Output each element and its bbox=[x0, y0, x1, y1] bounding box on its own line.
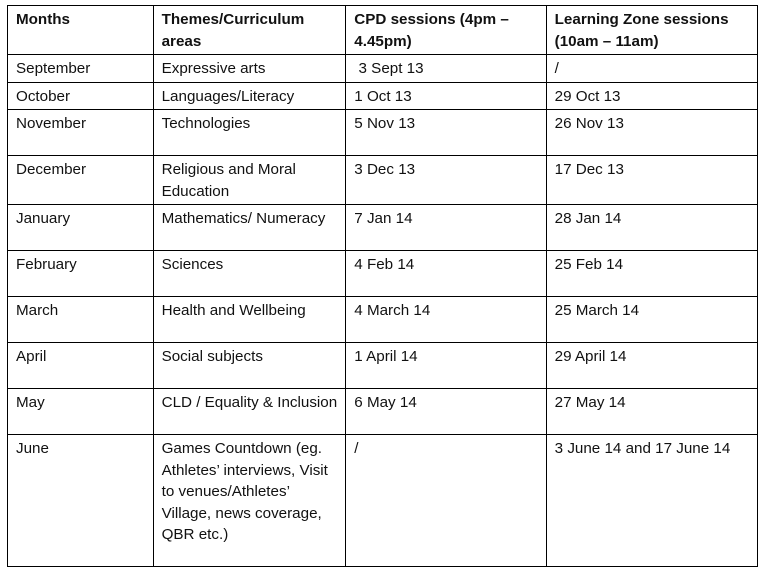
cell-cpd: 3 Dec 13 bbox=[346, 156, 546, 205]
table-row bbox=[8, 82, 758, 110]
header-cpd-sessions: CPD sessions (4pm – 4.45pm) bbox=[346, 6, 546, 55]
cell-theme: Social subjects bbox=[153, 343, 346, 389]
cell-month: April bbox=[8, 343, 154, 389]
cell-theme: Sciences bbox=[153, 251, 346, 297]
cell-theme: Expressive arts bbox=[153, 55, 346, 83]
cell-month: December bbox=[8, 156, 154, 205]
table-row bbox=[8, 55, 758, 83]
cell-month: January bbox=[8, 205, 154, 251]
cell-learning-zone: 25 March 14 bbox=[546, 297, 757, 343]
cell-month: November bbox=[8, 110, 154, 156]
table-row bbox=[8, 205, 758, 251]
cell-cpd: / bbox=[346, 435, 546, 567]
cell-learning-zone: 29 Oct 13 bbox=[546, 82, 757, 110]
cell-theme: Games Countdown (eg. Athletes’ interviews, Visit to venues/Athletes’ Village, news coverage, QBR etc.) bbox=[153, 435, 346, 567]
cell-learning-zone: 28 Jan 14 bbox=[546, 205, 757, 251]
cell-learning-zone: 27 May 14 bbox=[546, 389, 757, 435]
cell-learning-zone: 29 April 14 bbox=[546, 343, 757, 389]
cell-month: June bbox=[8, 435, 154, 567]
table-row bbox=[8, 110, 758, 156]
cell-cpd: 1 April 14 bbox=[346, 343, 546, 389]
cell-cpd: 7 Jan 14 bbox=[346, 205, 546, 251]
cell-cpd: 5 Nov 13 bbox=[346, 110, 546, 156]
cell-theme: Languages/Literacy bbox=[153, 82, 346, 110]
cell-theme: CLD / Equality & Inclusion bbox=[153, 389, 346, 435]
table-row bbox=[8, 389, 758, 435]
table-row bbox=[8, 297, 758, 343]
table-row bbox=[8, 251, 758, 297]
schedule-table bbox=[7, 5, 758, 567]
cell-learning-zone: / bbox=[546, 55, 757, 83]
table-row bbox=[8, 156, 758, 205]
cell-learning-zone: 26 Nov 13 bbox=[546, 110, 757, 156]
header-themes: Themes/Curriculum areas bbox=[153, 6, 346, 55]
table-row bbox=[8, 343, 758, 389]
cell-cpd: 6 May 14 bbox=[346, 389, 546, 435]
cell-theme: Religious and Moral Education bbox=[153, 156, 346, 205]
cell-month: May bbox=[8, 389, 154, 435]
cell-month: September bbox=[8, 55, 154, 83]
cell-theme: Mathematics/ Numeracy bbox=[153, 205, 346, 251]
cell-month: October bbox=[8, 82, 154, 110]
cell-month: March bbox=[8, 297, 154, 343]
cell-learning-zone: 25 Feb 14 bbox=[546, 251, 757, 297]
cell-learning-zone: 3 June 14 and 17 June 14 bbox=[546, 435, 757, 567]
header-months: Months bbox=[8, 6, 154, 55]
cell-theme: Technologies bbox=[153, 110, 346, 156]
cell-cpd: 4 Feb 14 bbox=[346, 251, 546, 297]
cell-month: February bbox=[8, 251, 154, 297]
header-learning-zone-sessions: Learning Zone sessions (10am – 11am) bbox=[546, 6, 757, 55]
cell-theme: Health and Wellbeing bbox=[153, 297, 346, 343]
cell-cpd: 4 March 14 bbox=[346, 297, 546, 343]
cell-cpd: 1 Oct 13 bbox=[346, 82, 546, 110]
table-header-row bbox=[8, 6, 758, 55]
cell-learning-zone: 17 Dec 13 bbox=[546, 156, 757, 205]
cell-cpd: 3 Sept 13 bbox=[346, 55, 546, 83]
table-row bbox=[8, 435, 758, 567]
